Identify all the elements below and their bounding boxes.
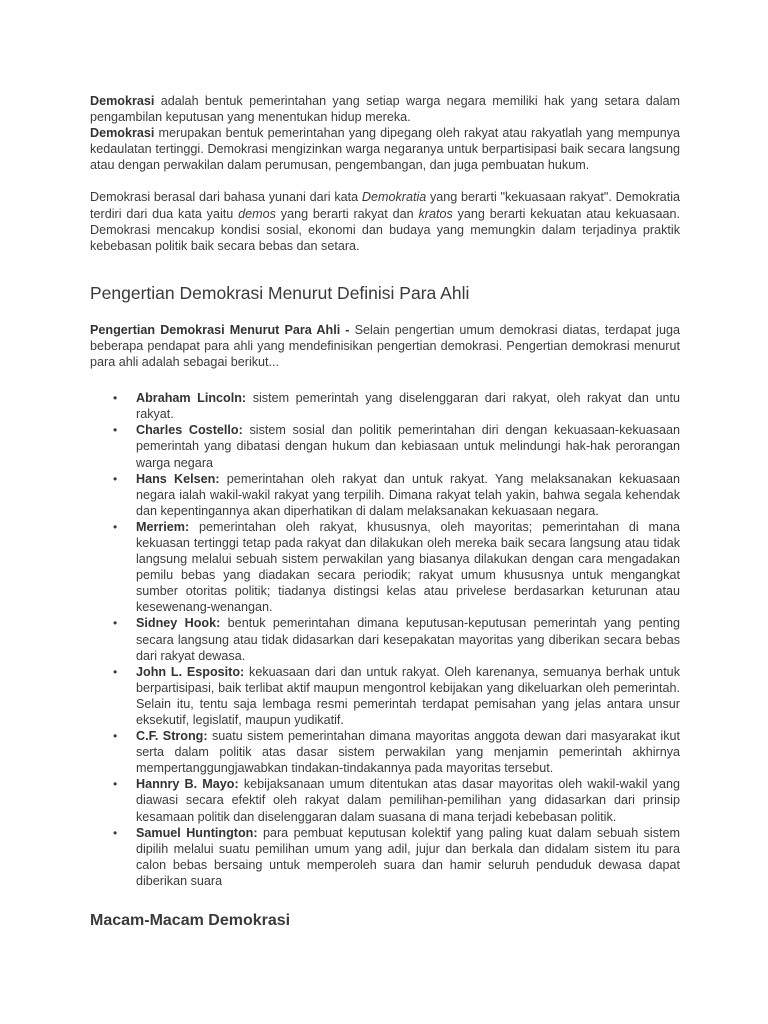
list-item: • Hannry B. Mayo: kebijaksanaan umum ditentukan atas dasar mayoritas oleh wakil-wakil yang diawasi secara efektif oleh rakyat dalam pemilihan-pemilihan yang didasarkan dari prinsip kesamaan politik dan diselenggaran dalam suasana di mana terjadi kebebasan politik.: [90, 776, 680, 824]
expert-name: Abraham Lincoln:: [136, 391, 247, 406]
list-item: • Samuel Huntington: para pembuat keputusan kolektif yang paling kuat dalam sebuah sistem dipilih melalui suatu pemilihan umum yang adil, jujur dan berkala dan didalam sistem itu para calon bebas bersaing untuk memperoleh suara dan hamir seluruh penduduk dewasa dapat diberikan suara: [90, 825, 680, 889]
document-page: [90, 93, 680, 931]
expert-name: Sidney Hook:: [136, 616, 221, 631]
definitions-lead-paragraph: Pengertian Demokrasi Menurut Para Ahli - Selain pengertian umum demokrasi diatas, terdapat juga beberapa pendapat para ahli yang mendefinisikan pengertian demokrasi. Pengertian demokrasi menurut para ahli adalah sebagai berikut...: [90, 322, 680, 370]
intro-paragraph-2: Demokrasi merupakan bentuk pemerintahan yang dipegang oleh rakyat atau rakyatlah yang mempunya kedaulatan tertinggi. Demokrasi mengizinkan warga negaranya untuk berpartisipasi baik secara langsung atau dengan perwakilan dalam perumusan, pengembangan, dan juga pembuatan hukum.: [90, 126, 680, 173]
intro-paragraph-1: Demokrasi adalah bentuk pemerintahan yang setiap warga negara memiliki hak yang setara dalam pengambilan keputusan yang menentukan hidup mereka.: [90, 94, 680, 125]
section-heading-types: Macam-Macam Demokrasi: [90, 912, 291, 930]
list-item: • Charles Costello: sistem sosial dan politik pemerintahan diri dengan kekuasaan-kekuasaan pemerintah yang dibatasi dengan hukum dan kebiasaan untuk melindungi hak-hak perorangan warga negara: [90, 422, 680, 470]
expert-name: John L. Esposito:: [136, 664, 245, 679]
list-item: • Abraham Lincoln: sistem pemerintah yang diselenggaran dari rakyat, oleh rakyat dan untu rakyat.: [90, 390, 680, 422]
expert-name: Charles Costello:: [136, 423, 243, 438]
list-item: • C.F. Strong: suatu sistem pemerintahan dimana mayoritas anggota dewan dari masyarakat ikut serta dalam politik atas dasar sistem perwakilan yang menjamin pemerintah akhirnya mempertanggungjawabkan tindakan-tindakannya pada mayoritas tersebut.: [90, 728, 680, 776]
etymology-paragraph: Demokrasi berasal dari bahasa yunani dari kata Demokratia yang berarti "kekuasaan rakyat". Demokratia terdiri dari dua kata yaitu demos yang berarti rakyat dan kratos yang berarti kekuatan atau kekuasaan. Demokrasi mencakup kondisi sosial, ekonomi dan budaya yang memungkin dalam terjadinya praktik kebebasan politik baik secara bebas dan setara.: [90, 190, 680, 253]
expert-name: Samuel Huntington:: [136, 825, 258, 840]
expert-definitions-list: [90, 390, 680, 889]
term-demokrasi: Demokrasi: [90, 94, 155, 108]
list-item: • Merriem: pemerintahan oleh rakyat, khususnya, oleh mayoritas; pemerintahan di mana kekuasan tertinggi tetap pada rakyat dan dilakukan oleh mereka baik secara langsung atau tidak langsung melalui sebuah sistem perwakilan yang biasanya dilakukan dengan cara mengadakan pemilu bebas yang diadakan secara periodik; rakyat umum khususnya untuk mengangkat sumber otoritas politik; tiadanya distingsi kelas atau privelese berdasarkan keturunan atau kesewenang-wenangan.: [90, 519, 680, 616]
list-item: • Hans Kelsen: pemerintahan oleh rakyat dan untuk rakyat. Yang melaksanakan kekuasaan negara ialah wakil-wakil rakyat yang terpilih. Dimana rakyat telah yakin, bahwa segala kehendak dan kepentingannya akan diperhatikan di dalam melaksanakan kekuasaan negara.: [90, 471, 680, 519]
expert-name: C.F. Strong:: [136, 729, 208, 744]
expert-name: Hannry B. Mayo:: [136, 777, 239, 792]
expert-name: Merriem:: [136, 519, 190, 534]
expert-name: Hans Kelsen:: [136, 471, 220, 486]
list-item: • John L. Esposito: kekuasaan dari dan untuk rakyat. Oleh karenanya, semuanya berhak untuk berpartisipasi, baik terlibat aktif maupun mengontrol kebijakan yang dikeluarkan oleh pemerintah. Selain itu, tentu saja lembaga resmi pemerintah terdapat pemisahan yang jelas antara unsur eksekutif, legislatif, maupun yudikatif.: [90, 664, 680, 728]
section-heading-definitions: Pengertian Demokrasi Menurut Definisi Para Ahli: [90, 282, 470, 303]
term-demokrasi: Demokrasi: [90, 126, 155, 141]
list-item: • Sidney Hook: bentuk pemerintahan dimana keputusan-keputusan pemerintah yang penting secara langsung atau tidak didasarkan dari kesepakatan mayoritas yang diberikan secara bebas dari rakyat dewasa.: [90, 615, 680, 663]
